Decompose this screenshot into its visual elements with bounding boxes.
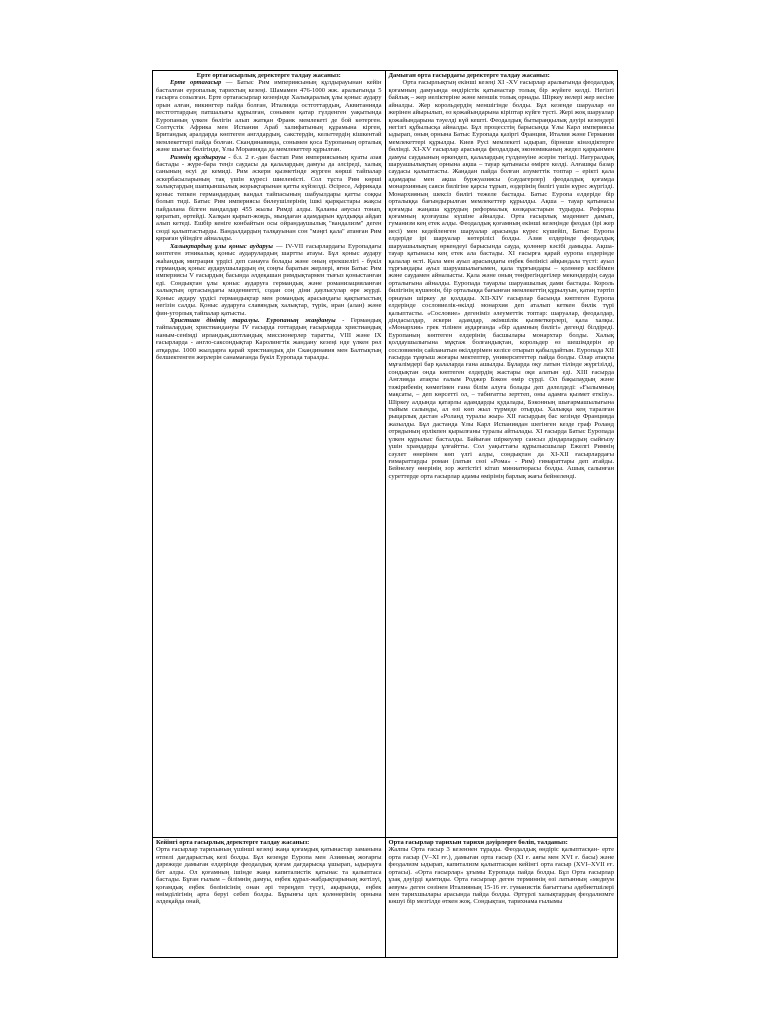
early-paragraph: Ерте ортағасыр — Батыс Рим империясының құлдырауынан кейін басталған еуропалық тарихтың кезеңі. Шамамен 476-1000 жж. аралығында 5 ғасырға созылған. Ерте ортағасырлар кезеңінде Халықаралық ұлы қоныс аудару орын алған, викингтер пайда болған, Италияда остготтардың, Аквитанияда вестготтардың патшалығы құрылған, сонымен қатар гүлденген уақытында Еуропаның үлкен бөлігін алып жатқан Франк мемлекеті де бой көтерген. Солтүстік Африка мен Испания Араб халифатының құрамына кірген, Британдық аралдарда көптеген англдардың, сакстердің, кельттердің кішкентай мемлекеттері пайда болған. Скандинавияда, сонымен қоса Еуропаның орталық және шығыс бөлігінде, Ұлы Моравияда да мемлекеттер құрылған. [156, 79, 382, 154]
developed-text: Орта ғасырлықтың екінші кезеңі XI -XV ғасырлар аралығында феодалдық қоғамның дамуында өндірістік қатынастар толық бір жүйеге келді. Негізгі байлық – жер иеліктеріне және меншік толық орнады. Шіркеу иелері жер иесіне айналды. Жер корольдердің меншігінде болды. Бұл кезенде шаруалар өз жерінен айырылып, өз қожайындарына кіріптар күйге түсті. Жері жоқ шаруалар қожайындарына тәуелді күй кешті. Феодалдық бытыраңқылық дәуірі кезеңдері негізгі құбылысқа айналды. Бұл процесстің барысында Ұлы Карл империясы ыдырап, оның орнына Батыс Еуропада қазіргі Франция, Италия және Германия мемлекеттері құрылды. Киев Русі мемлекеті ыдырап, бірнеше кінәздіктерге бөлінді. XI-XV ғасырлар арасында феодалдық экономиканың жедел қарқынмен дамуы саудаының өркендеп, қалалардың гүлденуіне әсерін тигізді. Натуралдық шаруашылықтың орнына ақша – тауар қатынасы өмірге келді. Алғашқы базар саудасы қалыптасты. Жаңадан пайда болған әлуметтік топтар – еріктi қала адамдары мен ақша буржуазиясы (саудагерлер) феодалдық қоғамда монархияның саяси билігіне қарсы тұрып, өздерінің билігі үшін күрес жүргізді. Монархияның шексіз билігі тежеле бастады. Батыс Еуропа елдеріде бір орталыққа бағындырылған мемлекеттер құрылды. Ақша – тауар қатынасы қоғамды жаңаша құрудың реформалық көзқарастарын тудырды. Реформа қоғамның қозғаушы күшіне айналды. Орта ғасырлық мәдениет дамып, гуманизм кең етек алды. Феодалдық қоғамның екінші кезеңінде феодал (ірі жер иесі) мен кедейленген шаруалар арасында күрес күшейіп, Батыс Еуропа елдеріде ірі шаруалар көтерілісі болды. Азия елдерінде феодалдық шаруашылықтың өркендеуі барысында сауда, қолөнер кәсібі дамыды. Ақша-тауар қатынасы кең етек ала бастады. XI ғасырға қарай еуропа елдерінде қалалар өсті. Қала мен ауыл арасындағы еңбек бөлінісі айқындала түсті: ауыл тұрғындары ауыл шаруашылығымен, қала тұрғындары – қолөнер кәсібімен және саудамен айналысты. Қала және оның төңірегіндегілер мекендердің сауда орталығына айналды. Еуропада тауарлы шаруашылық дами бастады. Король билігінің күшеюін, бір орталыққа бағынған мемлекеттің құрылуын, қатаң тәртіп орнауын шіркеу де қолдады. XII-XIV ғасырлар басында көптеген Еуропа елдерінде сословиелік-өкілді монархия деп аталып кеткен билік түрі қалыптасты. «Сословие» дегеніміз әлеуметтік топтар: шаруалар, феодалдар, діндасылдар, әскери адамдар, әкімшілік қызметкерлері, қала халқы. «Монархия» грек тілінен аударғанда «бір адамның билігі» дегенді білдіреді. Еуропаның көптеген елдерінің басшылары монархтар болды. Халық қолдаушылығына мұқтаж болғандықтан, корольдер өз шешімдерін әр сословиенің сайланатын өкілдерімен келісе отырып қабылдайтын. Еуропада XII ғасырда тұңғыш жоғары мектептер, университеттер пайда болды. Олар атақты мұғалімдері бар қалаларда ғана ашылды. Бұларда оқу латын тілінде жүргізілді, сондықтан онда көптеген елдердің жастары оқи алатын еді. XIII ғасырда Англияда атақты ғалым Роджер Бэкон өмір сүрді. Ол бақылаудың және тәжірибенің көмегімен ғана білім алуға болады деп дәлелдеді: «Ғылымның мақсаты, – деп көрсетті ол, – табиғатты зерттеп, оны адамға қызмет еткізу». Шіркеу алдында қатарлы адамдарды қудалады, Бэконның шығармашылығына тыйым салынды, ал өзі көп жыл түрмеде отырды. Халыққа кең таралған рыцарлық дастан «Роланд туралы жыр» XII ғасырдың бас кезінде Францияда жазылды. Бұл дастанда Ұлы Карл Испаниядан шегінген кезде граф Роланд отрядының ерлікпен қырылғаны туралы айтылады. XI ғасырда Батыс Еуропада үлкен құрылыс басталды. Байыған шіркеулер сансыз діндарлардың сыйғызу үшін храмдарды ұлғайтты. Сол уақыттағы құрылысшылар Ежелгі Римнің сәулет өнерінен көп үлгі алды, сондықтан да XI-XII ғасырлардағы ғимараттарды роман (латын сөзі «Рома» - Рим) ғимараттары деп атайды. Бейнелеу өнерінің зор жетістігі кітап миниатюрасы болды. Ашық салынған суреттерде орта ғасырлар адамы өмірінің барлық жағы бейнеленді. [388, 79, 614, 480]
rome-fall-term: Римнің құлдырауы [170, 153, 226, 161]
late-heading: Кейінгі орта ғасырлық деректерге талдау жасаныз: [156, 839, 310, 846]
developed-middle-ages-cell [385, 71, 618, 838]
document-page [152, 70, 618, 955]
periods-heading: Орта ғасырлар тарихын тарихи дәуірлерге бөліп, талданыз: [388, 839, 568, 846]
early-heading: Ерте ортағасырлық деректерге талдау жасаныз: [196, 72, 341, 79]
developed-heading: Дамыған орта ғасырдағы деректерге талдау жасаныз: [388, 72, 550, 79]
early-term: Ерте ортағасыр [170, 79, 222, 87]
early-middle-ages-cell [153, 71, 386, 838]
migration-term: Халықтардың ұлы қоныс аударуы [170, 242, 273, 250]
late-middle-ages-cell [153, 838, 386, 958]
late-text: Орта ғасырлар тарихының үшінші кезеңі жаңа қоғамдық қатынастар заманына өтпелі дағдарыстық кезі болды. Бұл кезеңде Еуропа мен Азияның жоғарғы дәрежеде дамыған елдерінде феодалдық қоғам дағдарысқа ұшырап, ыдырауға бет алды. Ол қоғамның ішінде жаңа капиталистік қатынас та қалыптаса бастады. Бұған ғылым – білімнің дамуы, еңбек құрал-жабдықтарының жетілуі, қоғамдық еңбек бөлінісінің онан әрі тереңдеп түсуі, ақырында, еңбек өнімділігінің арта беруі себеп болды. Бұрынғы цех қолөнерінің орнына әлдеқайда онай, [156, 846, 382, 906]
christianity-term: Христиан дінінің таралуы. Еуропаның жаңдануы [170, 316, 336, 324]
periodization-cell [385, 838, 618, 958]
answer-table [152, 70, 618, 958]
periods-text: Жалпы Орта ғасыр 3 кезеннен тұрады. Феодалдық өндіріс қалыптасқан- ерте орта ғасыр (V–XI ғғ.), дамыған орта ғасыр (XI ғ. аяғы мен XVI ғ. басы) және феодализм ыдырап, капитализм қалыптасқан кейінгі орта ғасыр (XVI–XVII ғғ. ортасы). «Орта ғасырлар» ұғымы Еуропада пайда болды. Бұл Орта ғасырлар ұзақ дәуірді қамтиды. Орта ғасырлар деген терминнің өзі латынның «медиум аевум» деген сөзінен Италияның 15-16 ғғ. гуманистік бағыттағы әдебиетшілері мен тарихшылары арасында пайда болды. Әртүрлі халықтардың феодализмге көшуі бір мезгілде өткен жоқ. Сондықтан, тарихнама ғылымы [388, 846, 614, 906]
rome-fall-paragraph: Римнің құлдырауы - б.з. 2 ғ.-дан бастап Рим империясының қуаты азая бастады - жүре-бара теңіз саудасы да қалалардың дамуы да әлсіреді, халық санының өсуі де кемиді. Рим әскери қызметінде жүрген көрші тайпалар әскербасыларының тақ үшін күресі шиеленісті. Сол тұста Рим көрші халықтардың шапқыншылық жорықтарынан қатты күйзелді. Әсіресе, Африкада қоныс тепкен германдардың вандал тайпасының шабуылдары қатты соққы болып тиді. Батыс Рим империясы билеушілерінің ішкі қырқыстары жақсы пайдалана білген вандалдар 455 жылы Римді алды. Қаланы аяусыз тонап, қиратып, өртейді. Халқын қырып-жоядь, мыңдаған адамдарын құлдыққа айдап алып кетеді. Ешбір кеніге конбайтын осы ойрандаушылық "вандализм" деген сөзді қалыптастырды. Вандалдардың талқауынан сон "мәңгі қала" атанған Рим қираған үйіндіге айналады. [156, 153, 382, 243]
migration-paragraph: Халықтардың ұлы қоныс аударуы — IV-VII ғасырлардағы Еуропадағы көптеген этникалық қоныс аударулардың шартты атауы. Бұл қоныс аудару жаһандық миграция үрдісі деп санауға болады және оның ерекшелігі - бүкіл германдық қоныс аударушылардың ең соңғы баратын жерлері, яғни Батыс Рим империясы V ғасырдың басында әлдеқашан римдықтармен тығыз қоныстанған еді. Сондықтан ұлы қоныс аударуға германдық және романизацияланған халықтың ортасындағы мәдениетті, содан соң діни даулысулар өрe жүрді. Қоныс аудару үрдісі германдықтар мен романдық арасындағы қақтығыстың негізін салды. Қоныс аударуға славяндық халықтар, түрік, иран (алан) және фин-угорлық тайпалар қатысты. [156, 242, 382, 317]
christianity-paragraph: Христиан дінінің таралуы. Еуропаның жаңдануы - Германдық тайпалардың христиандануы IV ғасырда готтардың ғасырларда христиандық наным-сенімді ирландық,шотландық миссионерлер таратты, VIII және IX ғасырларда - англо-саксондықтар Каролингтік жандану кезеңі нде үлкен рөл атқарды. 1000 жылдарға қарай христиандық дін Скандинавия мен Балтықтың белшектенген жерлерін санамағанда бүкіл Еуропада таралды. [156, 316, 382, 362]
